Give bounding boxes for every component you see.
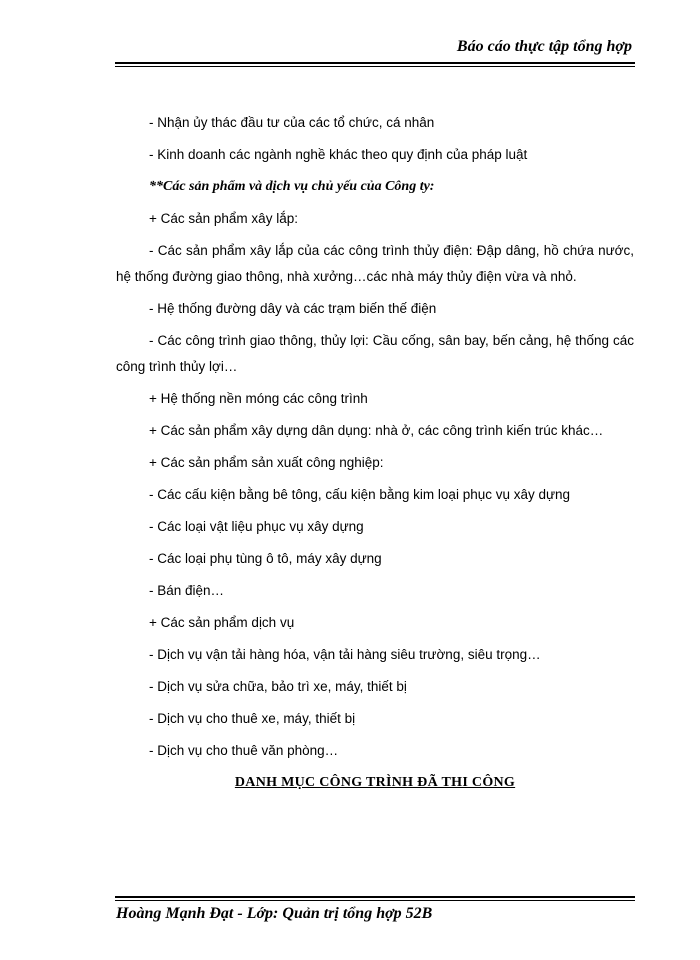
paragraph-office-rental: - Dịch vụ cho thuê văn phòng… bbox=[149, 743, 339, 758]
page-header-title: Báo cáo thực tập tổng hợp bbox=[456, 38, 632, 55]
section-heading-completed-projects: DANH MỤC CÔNG TRÌNH ĐÃ THI CÔNG bbox=[234, 775, 516, 790]
paragraph-concrete-metal: - Các cấu kiện bằng bê tông, cấu kiện bằng kim loại phục vụ xây dựng bbox=[149, 487, 571, 502]
paragraph-hydropower-products: - Các sản phẩm xây lắp của các công trình thủy điện: Đập dâng, hồ chứa nước, hệ thống đường giao thông, nhà xưởng…các nhà máy thủy điện vừa và nhỏ. bbox=[116, 243, 634, 284]
header-divider bbox=[115, 62, 635, 67]
paragraph-electricity-sales: - Bán điện… bbox=[149, 583, 225, 598]
paragraph-power-lines: - Hệ thống đường dây và các trạm biến thế điện bbox=[149, 301, 437, 316]
paragraph-equipment-rental: - Dịch vụ cho thuê xe, máy, thiết bị bbox=[149, 711, 356, 726]
paragraph-trust-investment: - Nhận ủy thác đầu tư của các tổ chức, cá nhân bbox=[149, 115, 435, 130]
footer-divider bbox=[115, 896, 635, 901]
paragraph-other-business: - Kinh doanh các ngành nghề khác theo quy định của pháp luật bbox=[149, 147, 528, 162]
paragraph-repair-maintenance: - Dịch vụ sửa chữa, bảo trì xe, máy, thiết bị bbox=[149, 679, 407, 694]
document-body bbox=[116, 110, 634, 796]
paragraph-building-materials: - Các loại vật liệu phục vụ xây dựng bbox=[149, 519, 364, 534]
paragraph-civil-construction: + Các sản phẩm xây dựng dân dụng: nhà ở, các công trình kiến trúc khác… bbox=[149, 423, 604, 438]
paragraph-spare-parts: - Các loại phụ tùng ô tô, máy xây dựng bbox=[149, 551, 382, 566]
paragraph-construction-products: + Các sản phẩm xây lắp: bbox=[149, 211, 298, 226]
paragraph-services: + Các sản phẩm dịch vụ bbox=[149, 615, 295, 630]
page-footer-author: Hoàng Mạnh Đạt - Lớp: Quản trị tổng hợp 52B bbox=[116, 905, 433, 922]
section-subheading-products: **Các sản phẩm và dịch vụ chủ yếu của Công ty: bbox=[149, 179, 435, 194]
paragraph-transport-irrigation: - Các công trình giao thông, thủy lợi: Cầu cống, sân bay, bến cảng, hệ thống các công trình thủy lợi… bbox=[116, 333, 634, 374]
paragraph-freight-transport: - Dịch vụ vận tải hàng hóa, vận tải hàng siêu trường, siêu trọng… bbox=[149, 647, 541, 662]
paragraph-foundations: + Hệ thống nền móng các công trình bbox=[149, 391, 368, 406]
paragraph-industrial-products: + Các sản phẩm sản xuất công nghiệp: bbox=[149, 455, 384, 470]
